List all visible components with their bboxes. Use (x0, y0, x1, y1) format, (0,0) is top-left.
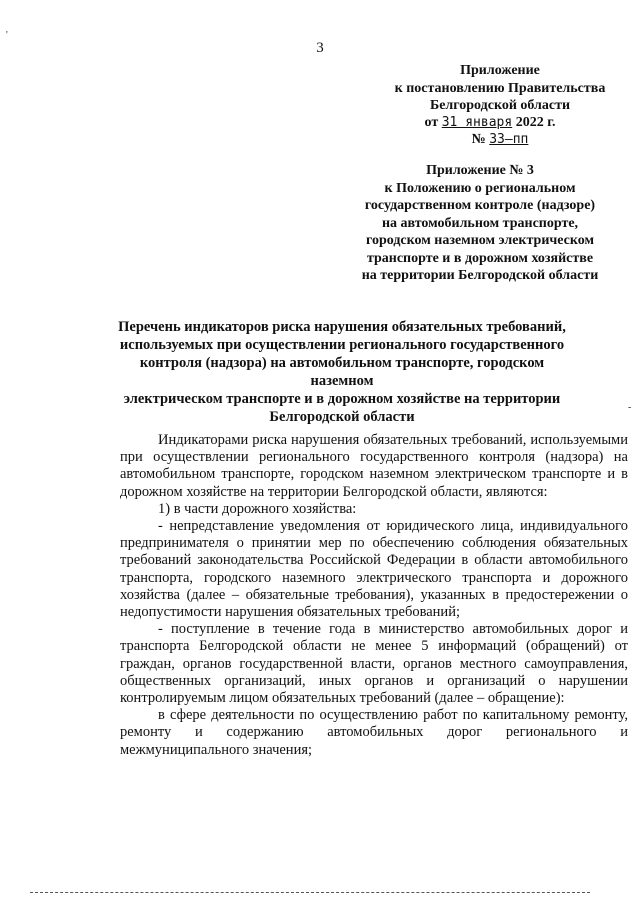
title-line: Перечень индикаторов риска нарушения обязательных требований, (118, 319, 566, 335)
sphere-paragraph: в сфере деятельности по осуществлению работ по капитальному ремонту, ремонту и содержанию автомобильных дорог регионального и межмуниципального значения; (120, 707, 628, 758)
date-suffix: 2022 г. (515, 115, 556, 130)
appendix-header (380, 62, 620, 115)
appendix-3-line: городском наземном электрическом (365, 233, 595, 248)
appendix-3-line: к Положению о региональном (384, 180, 576, 196)
appendix-line: к постановлению Правительства (394, 80, 606, 96)
title-line: используемых при осуществлении регионального государственного (119, 337, 565, 353)
appendix-number (380, 131, 620, 149)
handwritten-number: 33–пп (489, 132, 529, 147)
appendix-line: Белгородской области (429, 98, 571, 113)
appendix-3-line: на территории Белгородской области (361, 268, 599, 283)
appendix-date (360, 114, 620, 132)
appendix-3-header (330, 162, 630, 285)
handwritten-date: 31 января (441, 115, 513, 130)
title-line: электрическом транспорте и в дорожном хозяйстве на территории (123, 391, 561, 407)
document-body (120, 432, 628, 759)
document-title (108, 318, 576, 426)
intro-paragraph: Индикаторами риска нарушения обязательных требований, используемыми при осуществлении регионального государственного контроля (надзора) на автомобильном транспорте, городском наземном электрическом транспорте и в дорожном хозяйстве на территории Белгородской области, являются: (120, 432, 628, 500)
appendix-title: Приложение (460, 63, 540, 78)
title-line: Белгородской области (269, 409, 415, 425)
appendix-3-line: на автомобильном транспорте, (381, 215, 579, 231)
number-prefix: № (471, 132, 486, 147)
item-1: 1) в части дорожного хозяйства: (158, 500, 357, 517)
bullet-paragraph: - непредставление уведомления от юридического лица, индивидуального предпринимателя о принятии мер по обеспечению соблюдения обязательных требований законодательства Российской Федерации в области автомобильного транспорта, городского наземного электрического транспорта и дорожного хозяйства (далее – обязательные требования), указанных в предостережении о недопустимости нарушения обязательных требований; (120, 518, 628, 621)
page-number: 3 (316, 40, 324, 56)
appendix-3-title: Приложение № 3 (426, 163, 534, 178)
bullet-paragraph: - поступление в течение года в министерство автомобильных дорог и транспорта Белгородской области не менее 5 информаций (обращений) от граждан, органов государственной власти, органов местного самоуправления, общественных организаций, иных органов и организаций о нарушении контролируемым лицом обязательных требований (далее – обращение): (120, 621, 628, 707)
scan-mark: - (628, 402, 632, 413)
date-prefix: от (424, 115, 439, 130)
title-line: контроля (надзора) на автомобильном транспорте, городском наземном (139, 355, 545, 389)
appendix-3-line: государственном контроле (надзоре) (364, 198, 596, 213)
scan-edge-line (30, 892, 590, 893)
appendix-3-line: транспорте и в дорожном хозяйстве (366, 250, 594, 266)
scan-mark: ' (6, 30, 8, 41)
